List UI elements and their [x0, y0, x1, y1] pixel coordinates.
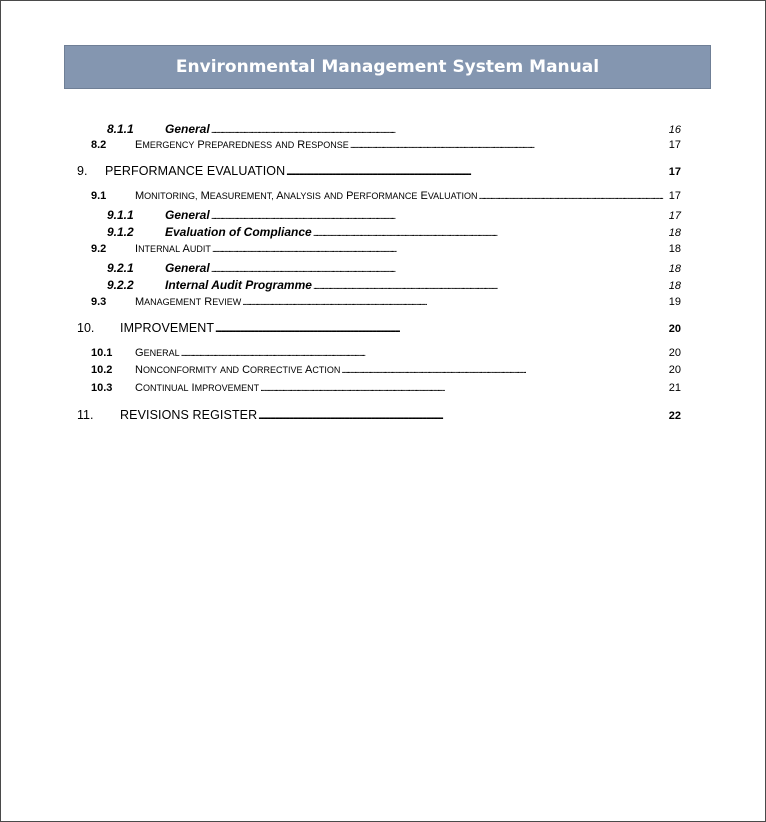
toc-entry-number: 9.2 [91, 243, 107, 255]
toc-entry-title: MANAGEMENT REVIEW [135, 296, 242, 308]
toc-entry-number: 10.2 [91, 364, 113, 376]
toc-entry-number: 9.1.2 [107, 225, 134, 239]
toc-entry[interactable] [91, 190, 681, 202]
toc-entry-page-number: 17 [668, 190, 681, 202]
toc-entry-page-number: 17 [668, 166, 681, 178]
toc-entry-title: PERFORMANCE EVALUATION [105, 164, 286, 178]
toc-entry-page-number: 20 [668, 323, 681, 335]
toc-entry[interactable] [107, 208, 681, 222]
toc-entry-number: 9.2.1 [107, 261, 134, 275]
toc-dot-leader [286, 164, 668, 178]
toc-entry-number: 9.2.2 [107, 278, 134, 292]
toc-dot-leader [242, 296, 668, 308]
toc-entry-page-number: 18 [668, 227, 681, 239]
toc-entry-page-number: 17 [668, 210, 681, 222]
toc-entry[interactable] [91, 243, 681, 255]
toc-entry-number: 10.1 [91, 347, 113, 359]
toc-entry[interactable] [91, 364, 681, 376]
toc-entry-page-number: 18 [668, 280, 681, 292]
toc-entry-page-number: 22 [668, 410, 681, 422]
toc-entry-title: General [165, 261, 210, 275]
toc-dot-leader [211, 122, 668, 136]
toc-dot-leader [313, 278, 668, 292]
toc-entry-title: IMPROVEMENT [120, 321, 215, 335]
toc-entry-page-number: 18 [668, 243, 681, 255]
toc-dot-leader [258, 408, 668, 422]
toc-entry-number: 10.3 [91, 382, 113, 394]
toc-entry-number: 8.1.1 [107, 122, 134, 136]
toc-entry-title: Internal Audit Programme [165, 278, 312, 292]
document-title: Environmental Management System Manual [175, 57, 600, 77]
toc-entry[interactable] [91, 347, 681, 359]
toc-dot-leader [479, 190, 668, 202]
toc-entry[interactable] [107, 122, 681, 136]
toc-entry[interactable] [77, 321, 681, 335]
toc-entry-title: General [165, 122, 210, 136]
toc-entry-title: INTERNAL AUDIT [135, 243, 211, 255]
toc-entry-title: GENERAL [135, 347, 180, 359]
toc-entry[interactable] [91, 296, 681, 308]
toc-dot-leader [260, 382, 668, 394]
toc-dot-leader [313, 225, 668, 239]
document-header-bar [64, 45, 711, 89]
toc-entry-number: 8.2 [91, 139, 107, 151]
toc-entry-title: EMERGENCY PREPAREDNESS AND RESPONSE [135, 139, 349, 151]
toc-dot-leader [211, 261, 668, 275]
toc-entry-page-number: 16 [668, 124, 681, 136]
toc-entry-page-number: 21 [668, 382, 681, 394]
toc-entry[interactable] [91, 139, 681, 151]
toc-dot-leader [181, 347, 668, 359]
toc-entry-page-number: 18 [668, 263, 681, 275]
toc-dot-leader [350, 139, 668, 151]
toc-entry-title: REVISIONS REGISTER [120, 408, 258, 422]
toc-entry-title: MONITORING, MEASUREMENT, ANALYSIS AND PERFORMANCE EVALUATION [135, 190, 478, 202]
toc-entry-number: 9.1.1 [107, 208, 134, 222]
toc-entry-number: 9. [77, 164, 88, 178]
toc-dot-leader [341, 364, 667, 376]
toc-entry[interactable] [77, 408, 681, 422]
toc-entry[interactable] [107, 278, 681, 292]
toc-entry-page-number: 20 [668, 364, 681, 376]
toc-dot-leader [215, 321, 668, 335]
toc-entry-title: Evaluation of Compliance [165, 225, 312, 239]
toc-entry[interactable] [107, 261, 681, 275]
toc-entry[interactable] [91, 382, 681, 394]
toc-dot-leader [212, 243, 668, 255]
toc-entry-number: 10. [77, 321, 95, 335]
toc-dot-leader [211, 208, 668, 222]
toc-entry-title: NONCONFORMITY AND CORRECTIVE ACTION [135, 364, 341, 376]
toc-entry-number: 9.1 [91, 190, 107, 202]
toc-entry[interactable] [77, 164, 681, 178]
toc-entry-title: CONTINUAL IMPROVEMENT [135, 382, 260, 394]
toc-entry-page-number: 17 [668, 139, 681, 151]
toc-entry-number: 9.3 [91, 296, 107, 308]
toc-entry-number: 11. [77, 408, 94, 422]
toc-entry-page-number: 19 [668, 296, 681, 308]
toc-entry[interactable] [107, 225, 681, 239]
toc-entry-page-number: 20 [668, 347, 681, 359]
toc-entry-title: General [165, 208, 210, 222]
